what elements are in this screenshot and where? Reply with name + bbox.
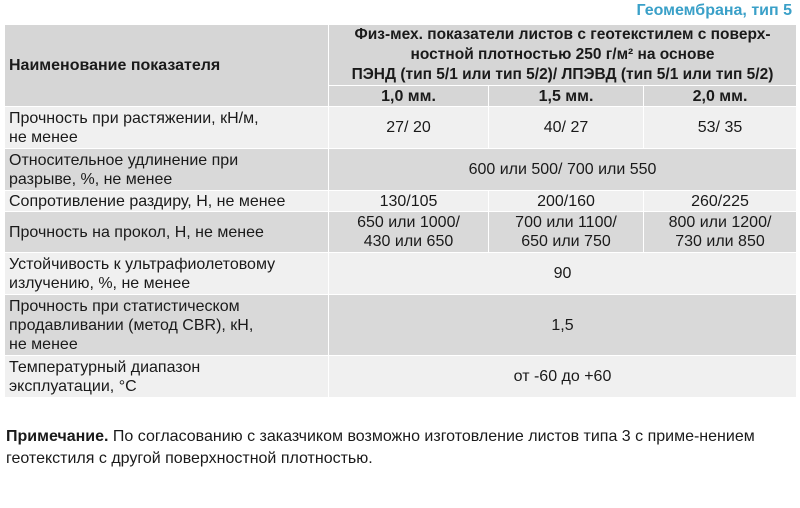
- cell-value-merged: 1,5: [329, 295, 797, 356]
- cell-value: 800 или 1200/ 730 или 850: [644, 212, 797, 253]
- row-name: Относительное удлинение при разрыве, %, не менее: [5, 149, 329, 191]
- document-title: Геомембрана, тип 5: [636, 2, 792, 19]
- cell-value: 27/ 20: [329, 107, 489, 149]
- row-name: Температурный диапазон эксплуатации, °С: [5, 356, 329, 398]
- spec-table: [4, 24, 797, 398]
- cell-value-merged: 90: [329, 253, 797, 295]
- cell-value: 130/105: [329, 191, 489, 212]
- cell-value: 40/ 27: [489, 107, 644, 149]
- row-name: Прочность при статистическом продавливании (метод CBR), кН, не менее: [5, 295, 329, 356]
- group-header-line3: ПЭНД (тип 5/1 или тип 5/2)/ ЛПЭВД (тип 5/1 или тип 5/2): [351, 66, 774, 83]
- cell-value: 200/160: [489, 191, 644, 212]
- cell-value-merged: от -60 до +60: [329, 356, 797, 398]
- table-row: [5, 107, 797, 149]
- table-row: [5, 253, 797, 295]
- row-name: Устойчивость к ультрафиолетовому излучению, %, не менее: [5, 253, 329, 295]
- group-header: [329, 25, 797, 86]
- cell-value: 53/ 35: [644, 107, 797, 149]
- cell-value-merged: 600 или 500/ 700 или 550: [329, 149, 797, 191]
- group-header-line1: Физ-мех. показатели листов с геотекстилем с поверх-: [354, 26, 771, 43]
- note-label: Примечание.: [6, 428, 109, 445]
- row-name: Сопротивление раздиру, Н, не менее: [5, 191, 329, 212]
- table-row: [5, 212, 797, 253]
- note-paragraph: [6, 426, 792, 470]
- table-row: [5, 191, 797, 212]
- thickness-header: 1,5 мм.: [489, 86, 644, 107]
- thickness-header: 1,0 мм.: [329, 86, 489, 107]
- cell-value: 700 или 1100/ 650 или 750: [489, 212, 644, 253]
- table-row: [5, 356, 797, 398]
- table-row: [5, 295, 797, 356]
- thickness-header: 2,0 мм.: [644, 86, 797, 107]
- group-header-line2: ностной плотностью 250 г/м² на основе: [410, 46, 715, 63]
- row-name: Прочность при растяжении, кН/м, не менее: [5, 107, 329, 149]
- table-row: [5, 149, 797, 191]
- cell-value: 650 или 1000/ 430 или 650: [329, 212, 489, 253]
- cell-value: 260/225: [644, 191, 797, 212]
- row-name: Прочность на прокол, Н, не менее: [5, 212, 329, 253]
- note-text: По согласованию с заказчиком возможно изготовление листов типа 3 с приме-нением геотекстиля с другой поверхностной плотностью.: [6, 428, 755, 467]
- name-column-header: Наименование показателя: [5, 25, 329, 107]
